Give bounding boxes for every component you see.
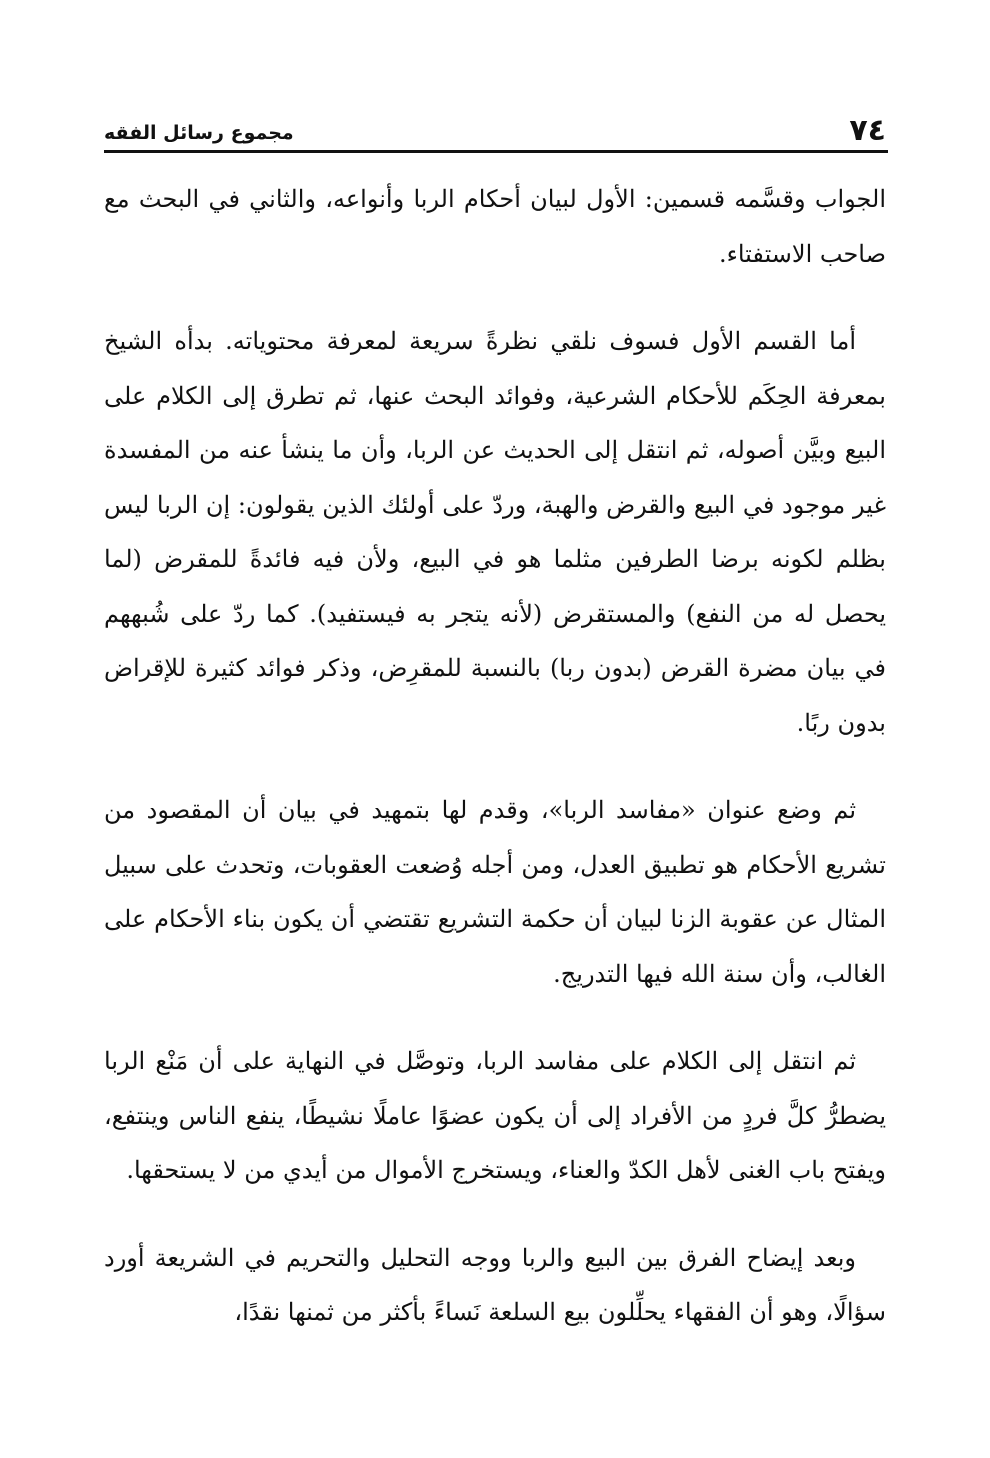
page-header (104, 112, 886, 150)
body-text (104, 172, 886, 1373)
header-divider (104, 150, 888, 153)
paragraph-2: أما القسم الأول فسوف نلقي نظرةً سريعة لمعرفة محتوياته. بدأه الشيخ بمعرفة الحِكَم للأحكام الشرعية، وفوائد البحث عنها، ثم تطرق إلى الكلام على البيع وبيَّن أصوله، ثم انتقل إلى الحديث عن الربا، وأن ما ينشأ عنه من المفسدة غير موجود في البيع والقرض والهبة، وردّ على أولئك الذين يقولون: إن الربا ليس بظلم لكونه برضا الطرفين مثلما هو في البيع، ولأن فيه فائدةً للمقرض (لما يحصل له من النفع) والمستقرض (لأنه يتجر به فيستفيد). كما ردّ على شُبههم في بيان مضرة القرض (بدون ربا) بالنسبة للمقرِض، وذكر فوائد كثيرة للإقراض بدون ربًا. (104, 327, 887, 737)
running-title: مجموع رسائل الفقه (104, 122, 294, 144)
page-number: ٧٤ (849, 113, 886, 148)
paragraph-3: ثم وضع عنوان «مفاسد الربا»، وقدم لها بتمهيد في بيان أن المقصود من تشريع الأحكام هو تطبيق العدل، ومن أجله وُضعت العقوبات، وتحدث على سبيل المثال عن عقوبة الزنا لبيان أن حكمة التشريع تقتضي أن يكون بناء الأحكام على الغالب، وأن سنة الله فيها التدريج. (104, 796, 886, 988)
paragraph-4: ثم انتقل إلى الكلام على مفاسد الربا، وتوصَّل في النهاية على أن مَنْع الربا يضطرُّ كلَّ فردٍ من الأفراد إلى أن يكون عضوًا عاملًا نشيطًا، ينفع الناس وينتفع، ويفتح باب الغنى لأهل الكدّ والعناء، ويستخرج الأموال من أيدي من لا يستحقها. (104, 1047, 886, 1184)
paragraph-1: الجواب وقسَّمه قسمين: الأول لبيان أحكام الربا وأنواعه، والثاني في البحث مع صاحب الاستفتاء. (104, 185, 887, 268)
paragraph-5: وبعد إيضاح الفرق بين البيع والربا ووجه التحليل والتحريم في الشريعة أورد سؤالًا، وهو أن الفقهاء يحلِّلون بيع السلعة نَساءً بأكثر من ثمنها نقدًا، (104, 1243, 886, 1326)
